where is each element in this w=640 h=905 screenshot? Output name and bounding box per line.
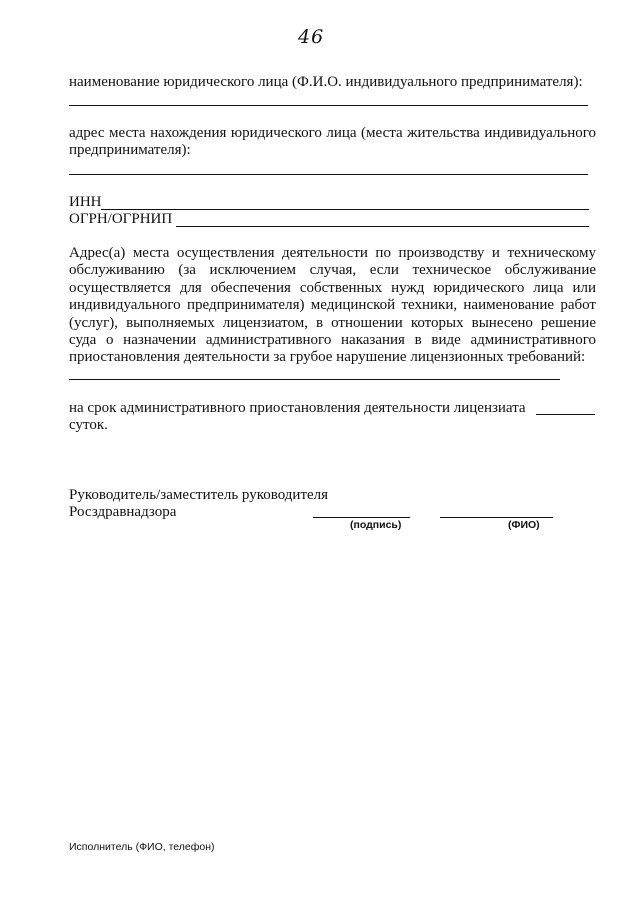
ogrn-label: ОГРН/ОГРНИП (69, 211, 173, 227)
fio-caption: (ФИО) (508, 519, 540, 531)
days-label: суток. (69, 417, 108, 433)
executor-footer: Исполнитель (ФИО, телефон) (69, 841, 215, 853)
suspension-term-text: на срок административного приостановления деятельности лицензиата (69, 400, 526, 416)
signature-line[interactable] (313, 517, 410, 518)
signatory-title-line1: Руководитель/заместитель руководителя (69, 487, 329, 503)
inn-line[interactable] (101, 209, 589, 210)
address-label: адрес места нахождения юридического лица (места жительства индивидуального предпринимателя): (69, 125, 596, 159)
legal-entity-name-label: наименование юридического лица (Ф.И.О. индивидуального предпринимателя): (69, 74, 583, 90)
signature-caption: (подпись) (350, 519, 402, 531)
ogrn-line[interactable] (176, 226, 589, 227)
address-line[interactable] (69, 174, 588, 175)
activity-addresses-line[interactable] (69, 379, 560, 380)
page-number: 46 (298, 26, 325, 48)
legal-entity-name-line[interactable] (69, 105, 588, 106)
activity-addresses-text: Адрес(а) места осуществления деятельности по производству и техническому обслуживанию (за исключением случая, если техническое обслуживание осуществляется для обеспечения собственных нужд юридического лица или индивидуального предпринимателя) медицинской техники, наименование работ (услуг), выполняемых лицензиатом, в отношении которых вынесено решение суда о назначении административного наказания в виде административного приостановления деятельности за грубое нарушение лицензионных требований: (69, 245, 596, 366)
signatory-title-line2: Росздравнадзора (69, 504, 177, 520)
suspension-days-line[interactable] (536, 414, 595, 415)
inn-label: ИНН (69, 194, 102, 210)
fio-line[interactable] (440, 517, 553, 518)
